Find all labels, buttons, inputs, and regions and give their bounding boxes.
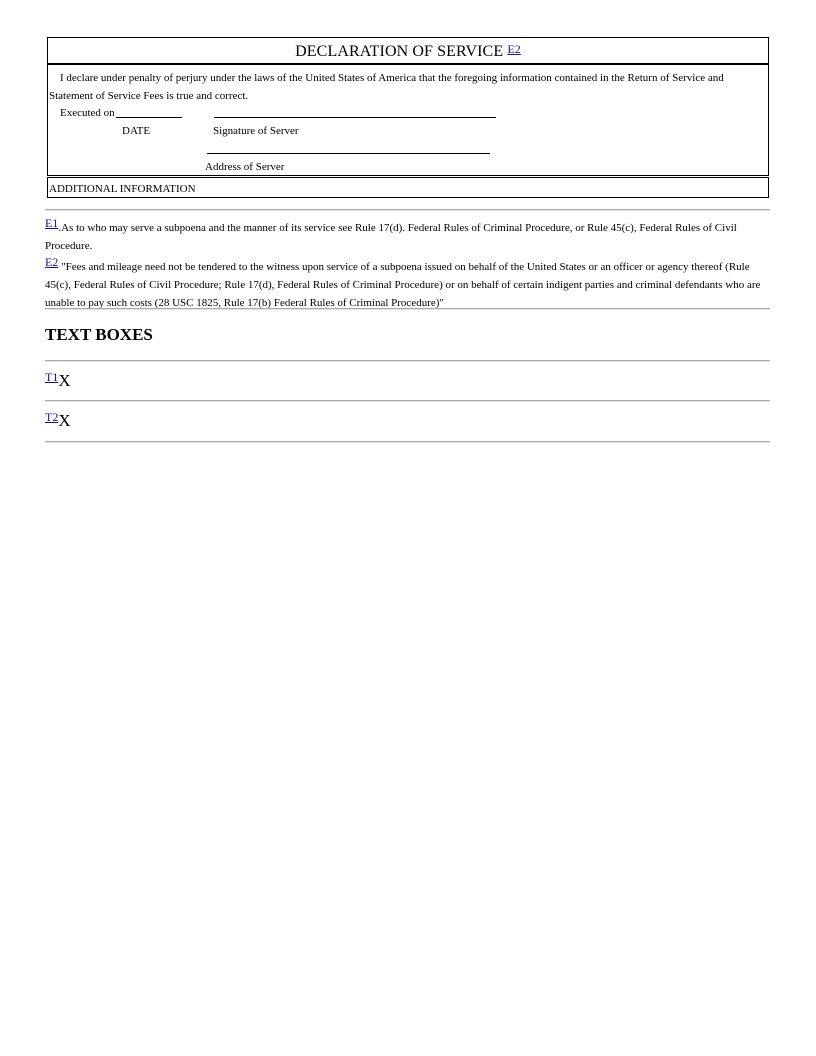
declaration-body-box xyxy=(47,64,769,176)
additional-information-box xyxy=(47,177,769,198)
declaration-title-box xyxy=(47,37,769,64)
text-box-ref-t1[interactable]: T1 xyxy=(45,370,59,384)
endnote-text: .As to who may serve a subpoena and the manner of its service see Rule 17(d). Federal Rules of Criminal Procedure, or Rule 45(c), Federal Rules of Civil Procedure. xyxy=(45,222,737,252)
address-label: Address of Server xyxy=(205,161,285,173)
text-box-value: X xyxy=(58,371,71,390)
divider xyxy=(45,360,770,362)
date-label: DATE xyxy=(122,125,151,137)
divider xyxy=(45,441,770,443)
divider xyxy=(45,308,770,310)
divider xyxy=(45,400,770,402)
text-box-t1 xyxy=(45,371,71,391)
text-box-value: X xyxy=(58,411,71,430)
declaration-title-text: DECLARATION OF SERVICE xyxy=(295,43,504,60)
text-box-t2 xyxy=(45,411,71,431)
endnote-e2 xyxy=(45,257,771,312)
endnote-ref-e1[interactable]: E1 xyxy=(45,216,59,230)
endnote-ref-e2[interactable]: E2 xyxy=(45,255,59,269)
endnote-link-e2[interactable]: E2 xyxy=(507,42,521,56)
endnote-text: "Fees and mileage need not be tendered to the witness upon service of a subpoena issued on behalf of the United States or an officer or agency thereof (Rule 45(c), Federal Rules of Civil Procedure; Rule 17(d), Federal Rules of Criminal Procedure) or on behalf of certain indigent parties and criminal defendants who are unable to pay such costs (28 USC 1825, Rule 17(b) Federal Rules of Criminal Procedure)" xyxy=(45,261,761,309)
server-address-line xyxy=(207,153,490,154)
declaration-title xyxy=(48,43,768,61)
text-boxes-heading: TEXT BOXES xyxy=(45,325,153,344)
date-signature-line xyxy=(116,117,182,118)
signature-label: Signature of Server xyxy=(213,125,299,137)
divider xyxy=(45,209,770,211)
endnote-e1 xyxy=(45,218,771,255)
endnotes xyxy=(45,218,771,312)
additional-information-label: ADDITIONAL INFORMATION xyxy=(49,183,196,195)
declaration-statement: I declare under penalty of perjury under the laws of the United States of America that the foregoing information contained in the Return of Service and Statement of Service Fees is true and correct. xyxy=(49,72,724,102)
text-box-ref-t2[interactable]: T2 xyxy=(45,410,59,424)
executed-on-label: Executed on xyxy=(60,107,115,119)
server-signature-line xyxy=(214,117,496,118)
